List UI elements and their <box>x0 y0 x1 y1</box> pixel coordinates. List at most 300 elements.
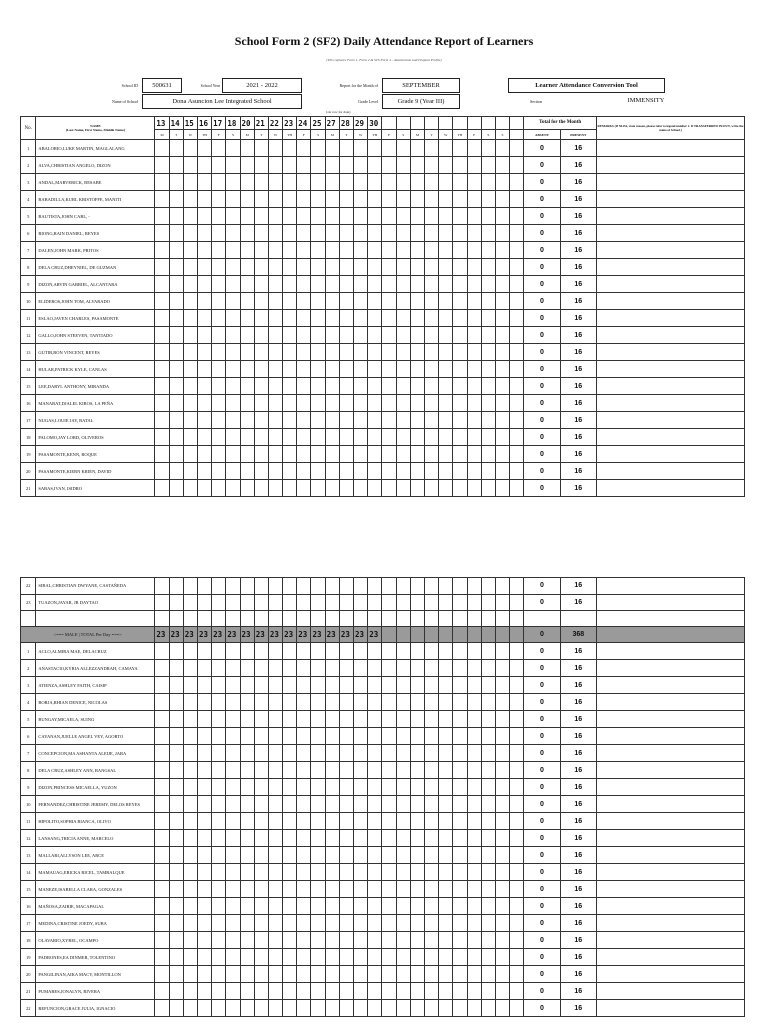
remarks-cell[interactable] <box>596 830 744 847</box>
attendance-cell[interactable] <box>254 677 268 694</box>
attendance-cell[interactable] <box>439 796 453 813</box>
attendance-cell[interactable] <box>439 191 453 208</box>
attendance-cell[interactable] <box>197 310 211 327</box>
attendance-cell[interactable] <box>169 694 183 711</box>
attendance-cell[interactable] <box>183 578 197 595</box>
attendance-cell[interactable] <box>467 578 481 595</box>
attendance-cell[interactable] <box>481 660 495 677</box>
attendance-cell[interactable] <box>311 779 325 796</box>
attendance-cell[interactable] <box>368 813 382 830</box>
attendance-cell[interactable] <box>169 259 183 276</box>
attendance-cell[interactable] <box>396 711 410 728</box>
attendance-cell[interactable] <box>467 762 481 779</box>
attendance-cell[interactable] <box>283 395 297 412</box>
attendance-cell[interactable] <box>325 796 339 813</box>
attendance-cell[interactable] <box>368 463 382 480</box>
attendance-cell[interactable] <box>197 847 211 864</box>
attendance-cell[interactable] <box>268 174 282 191</box>
attendance-cell[interactable] <box>226 463 240 480</box>
attendance-cell[interactable] <box>212 762 226 779</box>
attendance-cell[interactable] <box>453 745 467 762</box>
attendance-cell[interactable] <box>439 140 453 157</box>
attendance-cell[interactable] <box>183 796 197 813</box>
attendance-cell[interactable] <box>297 412 311 429</box>
attendance-cell[interactable] <box>297 660 311 677</box>
attendance-cell[interactable] <box>339 276 353 293</box>
attendance-cell[interactable] <box>354 344 368 361</box>
attendance-cell[interactable] <box>510 310 524 327</box>
attendance-cell[interactable] <box>510 140 524 157</box>
attendance-cell[interactable] <box>368 830 382 847</box>
attendance-cell[interactable] <box>439 830 453 847</box>
attendance-cell[interactable] <box>467 864 481 881</box>
attendance-cell[interactable] <box>453 864 467 881</box>
remarks-cell[interactable] <box>596 779 744 796</box>
attendance-cell[interactable] <box>297 395 311 412</box>
attendance-cell[interactable] <box>467 412 481 429</box>
attendance-cell[interactable] <box>197 1000 211 1017</box>
attendance-cell[interactable] <box>467 480 481 497</box>
attendance-cell[interactable] <box>268 480 282 497</box>
attendance-cell[interactable] <box>197 378 211 395</box>
attendance-cell[interactable] <box>183 378 197 395</box>
attendance-cell[interactable] <box>339 745 353 762</box>
attendance-cell[interactable] <box>424 412 438 429</box>
attendance-cell[interactable] <box>424 208 438 225</box>
attendance-cell[interactable] <box>396 446 410 463</box>
attendance-cell[interactable] <box>212 728 226 745</box>
attendance-cell[interactable] <box>268 1000 282 1017</box>
attendance-cell[interactable] <box>495 796 509 813</box>
attendance-cell[interactable] <box>453 881 467 898</box>
attendance-cell[interactable] <box>396 898 410 915</box>
attendance-cell[interactable] <box>183 327 197 344</box>
attendance-cell[interactable] <box>368 745 382 762</box>
attendance-cell[interactable] <box>297 915 311 932</box>
attendance-cell[interactable] <box>453 412 467 429</box>
attendance-cell[interactable] <box>226 1000 240 1017</box>
attendance-cell[interactable] <box>226 276 240 293</box>
attendance-cell[interactable] <box>453 361 467 378</box>
attendance-cell[interactable] <box>169 578 183 595</box>
attendance-cell[interactable] <box>467 830 481 847</box>
attendance-cell[interactable] <box>283 594 297 611</box>
attendance-cell[interactable] <box>283 694 297 711</box>
attendance-cell[interactable] <box>297 429 311 446</box>
remarks-cell[interactable] <box>596 480 744 497</box>
attendance-cell[interactable] <box>268 966 282 983</box>
attendance-cell[interactable] <box>453 898 467 915</box>
attendance-cell[interactable] <box>240 361 254 378</box>
attendance-cell[interactable] <box>240 915 254 932</box>
attendance-cell[interactable] <box>169 966 183 983</box>
attendance-cell[interactable] <box>283 677 297 694</box>
attendance-cell[interactable] <box>424 847 438 864</box>
attendance-cell[interactable] <box>495 242 509 259</box>
attendance-cell[interactable] <box>495 762 509 779</box>
attendance-cell[interactable] <box>283 225 297 242</box>
attendance-cell[interactable] <box>396 779 410 796</box>
attendance-cell[interactable] <box>169 361 183 378</box>
attendance-cell[interactable] <box>226 578 240 595</box>
attendance-cell[interactable] <box>354 412 368 429</box>
attendance-cell[interactable] <box>439 225 453 242</box>
attendance-cell[interactable] <box>169 480 183 497</box>
attendance-cell[interactable] <box>510 578 524 595</box>
attendance-cell[interactable] <box>382 480 396 497</box>
attendance-cell[interactable] <box>481 847 495 864</box>
attendance-cell[interactable] <box>410 643 424 660</box>
remarks-cell[interactable] <box>596 762 744 779</box>
attendance-cell[interactable] <box>439 1000 453 1017</box>
attendance-cell[interactable] <box>325 728 339 745</box>
attendance-cell[interactable] <box>311 242 325 259</box>
attendance-cell[interactable] <box>212 310 226 327</box>
attendance-cell[interactable] <box>453 915 467 932</box>
attendance-cell[interactable] <box>368 711 382 728</box>
attendance-cell[interactable] <box>283 446 297 463</box>
attendance-cell[interactable] <box>297 208 311 225</box>
attendance-cell[interactable] <box>183 762 197 779</box>
attendance-cell[interactable] <box>410 578 424 595</box>
attendance-cell[interactable] <box>467 191 481 208</box>
attendance-cell[interactable] <box>169 949 183 966</box>
attendance-cell[interactable] <box>169 208 183 225</box>
remarks-cell[interactable] <box>596 140 744 157</box>
attendance-cell[interactable] <box>183 225 197 242</box>
attendance-cell[interactable] <box>368 728 382 745</box>
attendance-cell[interactable] <box>339 813 353 830</box>
attendance-cell[interactable] <box>226 594 240 611</box>
attendance-cell[interactable] <box>197 361 211 378</box>
attendance-cell[interactable] <box>283 157 297 174</box>
attendance-cell[interactable] <box>240 762 254 779</box>
attendance-cell[interactable] <box>297 446 311 463</box>
attendance-cell[interactable] <box>212 578 226 595</box>
attendance-cell[interactable] <box>212 694 226 711</box>
attendance-cell[interactable] <box>197 429 211 446</box>
attendance-cell[interactable] <box>439 463 453 480</box>
attendance-cell[interactable] <box>396 694 410 711</box>
attendance-cell[interactable] <box>439 643 453 660</box>
attendance-cell[interactable] <box>212 191 226 208</box>
attendance-cell[interactable] <box>183 310 197 327</box>
attendance-cell[interactable] <box>410 327 424 344</box>
attendance-cell[interactable] <box>410 276 424 293</box>
attendance-cell[interactable] <box>453 594 467 611</box>
attendance-cell[interactable] <box>510 779 524 796</box>
attendance-cell[interactable] <box>226 157 240 174</box>
attendance-cell[interactable] <box>424 830 438 847</box>
attendance-cell[interactable] <box>183 915 197 932</box>
attendance-cell[interactable] <box>354 429 368 446</box>
attendance-cell[interactable] <box>410 463 424 480</box>
attendance-cell[interactable] <box>410 361 424 378</box>
attendance-cell[interactable] <box>325 594 339 611</box>
attendance-cell[interactable] <box>197 864 211 881</box>
attendance-cell[interactable] <box>439 711 453 728</box>
attendance-cell[interactable] <box>396 881 410 898</box>
attendance-cell[interactable] <box>268 898 282 915</box>
attendance-cell[interactable] <box>424 276 438 293</box>
attendance-cell[interactable] <box>339 361 353 378</box>
attendance-cell[interactable] <box>495 191 509 208</box>
attendance-cell[interactable] <box>396 344 410 361</box>
attendance-cell[interactable] <box>297 174 311 191</box>
attendance-cell[interactable] <box>197 242 211 259</box>
attendance-cell[interactable] <box>297 276 311 293</box>
attendance-cell[interactable] <box>226 762 240 779</box>
attendance-cell[interactable] <box>268 932 282 949</box>
attendance-cell[interactable] <box>481 1000 495 1017</box>
attendance-cell[interactable] <box>268 578 282 595</box>
attendance-cell[interactable] <box>510 293 524 310</box>
attendance-cell[interactable] <box>254 694 268 711</box>
attendance-cell[interactable] <box>197 762 211 779</box>
attendance-cell[interactable] <box>481 310 495 327</box>
attendance-cell[interactable] <box>439 395 453 412</box>
attendance-cell[interactable] <box>240 813 254 830</box>
attendance-cell[interactable] <box>155 915 169 932</box>
attendance-cell[interactable] <box>368 140 382 157</box>
attendance-cell[interactable] <box>339 242 353 259</box>
attendance-cell[interactable] <box>325 157 339 174</box>
attendance-cell[interactable] <box>510 983 524 1000</box>
attendance-cell[interactable] <box>240 660 254 677</box>
attendance-cell[interactable] <box>410 949 424 966</box>
attendance-cell[interactable] <box>197 594 211 611</box>
attendance-cell[interactable] <box>311 429 325 446</box>
attendance-cell[interactable] <box>510 174 524 191</box>
attendance-cell[interactable] <box>495 578 509 595</box>
attendance-cell[interactable] <box>382 429 396 446</box>
attendance-cell[interactable] <box>283 949 297 966</box>
attendance-cell[interactable] <box>368 395 382 412</box>
attendance-cell[interactable] <box>424 361 438 378</box>
attendance-cell[interactable] <box>354 480 368 497</box>
attendance-cell[interactable] <box>311 361 325 378</box>
attendance-cell[interactable] <box>183 208 197 225</box>
remarks-cell[interactable] <box>596 745 744 762</box>
attendance-cell[interactable] <box>368 276 382 293</box>
attendance-cell[interactable] <box>311 796 325 813</box>
attendance-cell[interactable] <box>439 813 453 830</box>
attendance-cell[interactable] <box>439 361 453 378</box>
attendance-cell[interactable] <box>183 276 197 293</box>
attendance-cell[interactable] <box>354 966 368 983</box>
remarks-cell[interactable] <box>596 225 744 242</box>
attendance-cell[interactable] <box>212 949 226 966</box>
attendance-cell[interactable] <box>169 915 183 932</box>
attendance-cell[interactable] <box>410 728 424 745</box>
attendance-cell[interactable] <box>424 463 438 480</box>
attendance-cell[interactable] <box>311 208 325 225</box>
attendance-cell[interactable] <box>212 745 226 762</box>
attendance-cell[interactable] <box>297 463 311 480</box>
attendance-cell[interactable] <box>226 191 240 208</box>
attendance-cell[interactable] <box>410 932 424 949</box>
attendance-cell[interactable] <box>495 932 509 949</box>
attendance-cell[interactable] <box>283 463 297 480</box>
attendance-cell[interactable] <box>197 344 211 361</box>
attendance-cell[interactable] <box>283 847 297 864</box>
attendance-cell[interactable] <box>311 660 325 677</box>
attendance-cell[interactable] <box>155 796 169 813</box>
attendance-cell[interactable] <box>240 242 254 259</box>
attendance-cell[interactable] <box>339 446 353 463</box>
attendance-cell[interactable] <box>410 983 424 1000</box>
attendance-cell[interactable] <box>510 881 524 898</box>
attendance-cell[interactable] <box>481 932 495 949</box>
attendance-cell[interactable] <box>254 813 268 830</box>
remarks-cell[interactable] <box>596 293 744 310</box>
attendance-cell[interactable] <box>169 174 183 191</box>
attendance-cell[interactable] <box>410 395 424 412</box>
attendance-cell[interactable] <box>467 293 481 310</box>
attendance-cell[interactable] <box>495 643 509 660</box>
attendance-cell[interactable] <box>311 378 325 395</box>
attendance-cell[interactable] <box>169 310 183 327</box>
attendance-cell[interactable] <box>354 779 368 796</box>
attendance-cell[interactable] <box>510 594 524 611</box>
attendance-cell[interactable] <box>354 174 368 191</box>
attendance-cell[interactable] <box>240 378 254 395</box>
attendance-cell[interactable] <box>382 361 396 378</box>
attendance-cell[interactable] <box>297 711 311 728</box>
attendance-cell[interactable] <box>297 796 311 813</box>
attendance-cell[interactable] <box>424 429 438 446</box>
attendance-cell[interactable] <box>368 157 382 174</box>
attendance-cell[interactable] <box>424 711 438 728</box>
attendance-cell[interactable] <box>268 412 282 429</box>
attendance-cell[interactable] <box>212 208 226 225</box>
attendance-cell[interactable] <box>410 293 424 310</box>
attendance-cell[interactable] <box>495 660 509 677</box>
attendance-cell[interactable] <box>410 762 424 779</box>
attendance-cell[interactable] <box>283 174 297 191</box>
attendance-cell[interactable] <box>354 446 368 463</box>
attendance-cell[interactable] <box>510 191 524 208</box>
attendance-cell[interactable] <box>424 762 438 779</box>
attendance-cell[interactable] <box>339 395 353 412</box>
attendance-cell[interactable] <box>382 660 396 677</box>
attendance-cell[interactable] <box>439 293 453 310</box>
attendance-cell[interactable] <box>439 677 453 694</box>
attendance-cell[interactable] <box>169 191 183 208</box>
attendance-cell[interactable] <box>311 983 325 1000</box>
attendance-cell[interactable] <box>226 395 240 412</box>
attendance-cell[interactable] <box>354 813 368 830</box>
attendance-cell[interactable] <box>254 191 268 208</box>
attendance-cell[interactable] <box>169 395 183 412</box>
attendance-cell[interactable] <box>382 276 396 293</box>
attendance-cell[interactable] <box>268 327 282 344</box>
attendance-cell[interactable] <box>439 412 453 429</box>
attendance-cell[interactable] <box>183 660 197 677</box>
attendance-cell[interactable] <box>424 378 438 395</box>
attendance-cell[interactable] <box>396 225 410 242</box>
attendance-cell[interactable] <box>240 293 254 310</box>
attendance-cell[interactable] <box>183 594 197 611</box>
attendance-cell[interactable] <box>155 378 169 395</box>
attendance-cell[interactable] <box>155 830 169 847</box>
attendance-cell[interactable] <box>197 412 211 429</box>
attendance-cell[interactable] <box>354 310 368 327</box>
attendance-cell[interactable] <box>354 293 368 310</box>
attendance-cell[interactable] <box>311 915 325 932</box>
attendance-cell[interactable] <box>410 208 424 225</box>
attendance-cell[interactable] <box>155 578 169 595</box>
attendance-cell[interactable] <box>283 643 297 660</box>
attendance-cell[interactable] <box>510 242 524 259</box>
attendance-cell[interactable] <box>226 847 240 864</box>
attendance-cell[interactable] <box>410 174 424 191</box>
attendance-cell[interactable] <box>297 881 311 898</box>
attendance-cell[interactable] <box>325 881 339 898</box>
attendance-cell[interactable] <box>382 864 396 881</box>
attendance-cell[interactable] <box>439 898 453 915</box>
attendance-cell[interactable] <box>382 966 396 983</box>
attendance-cell[interactable] <box>226 779 240 796</box>
attendance-cell[interactable] <box>183 395 197 412</box>
attendance-cell[interactable] <box>354 208 368 225</box>
attendance-cell[interactable] <box>453 140 467 157</box>
attendance-cell[interactable] <box>439 310 453 327</box>
attendance-cell[interactable] <box>226 446 240 463</box>
attendance-cell[interactable] <box>382 344 396 361</box>
attendance-cell[interactable] <box>354 327 368 344</box>
attendance-cell[interactable] <box>467 276 481 293</box>
attendance-cell[interactable] <box>325 395 339 412</box>
attendance-cell[interactable] <box>467 813 481 830</box>
attendance-cell[interactable] <box>339 660 353 677</box>
attendance-cell[interactable] <box>354 361 368 378</box>
attendance-cell[interactable] <box>354 864 368 881</box>
attendance-cell[interactable] <box>268 694 282 711</box>
attendance-cell[interactable] <box>495 157 509 174</box>
attendance-cell[interactable] <box>254 225 268 242</box>
attendance-cell[interactable] <box>311 412 325 429</box>
attendance-cell[interactable] <box>197 796 211 813</box>
attendance-cell[interactable] <box>510 344 524 361</box>
attendance-cell[interactable] <box>410 711 424 728</box>
attendance-cell[interactable] <box>325 932 339 949</box>
attendance-cell[interactable] <box>197 208 211 225</box>
attendance-cell[interactable] <box>240 932 254 949</box>
attendance-cell[interactable] <box>325 830 339 847</box>
remarks-cell[interactable] <box>596 983 744 1000</box>
remarks-cell[interactable] <box>596 310 744 327</box>
attendance-cell[interactable] <box>339 915 353 932</box>
attendance-cell[interactable] <box>268 864 282 881</box>
attendance-cell[interactable] <box>283 578 297 595</box>
attendance-cell[interactable] <box>510 412 524 429</box>
attendance-cell[interactable] <box>368 327 382 344</box>
attendance-cell[interactable] <box>197 191 211 208</box>
attendance-cell[interactable] <box>254 762 268 779</box>
attendance-cell[interactable] <box>368 242 382 259</box>
attendance-cell[interactable] <box>183 191 197 208</box>
attendance-cell[interactable] <box>339 344 353 361</box>
attendance-cell[interactable] <box>268 361 282 378</box>
attendance-cell[interactable] <box>453 429 467 446</box>
attendance-cell[interactable] <box>325 344 339 361</box>
attendance-cell[interactable] <box>481 361 495 378</box>
attendance-cell[interactable] <box>325 864 339 881</box>
attendance-cell[interactable] <box>268 779 282 796</box>
attendance-cell[interactable] <box>254 660 268 677</box>
attendance-cell[interactable] <box>169 728 183 745</box>
